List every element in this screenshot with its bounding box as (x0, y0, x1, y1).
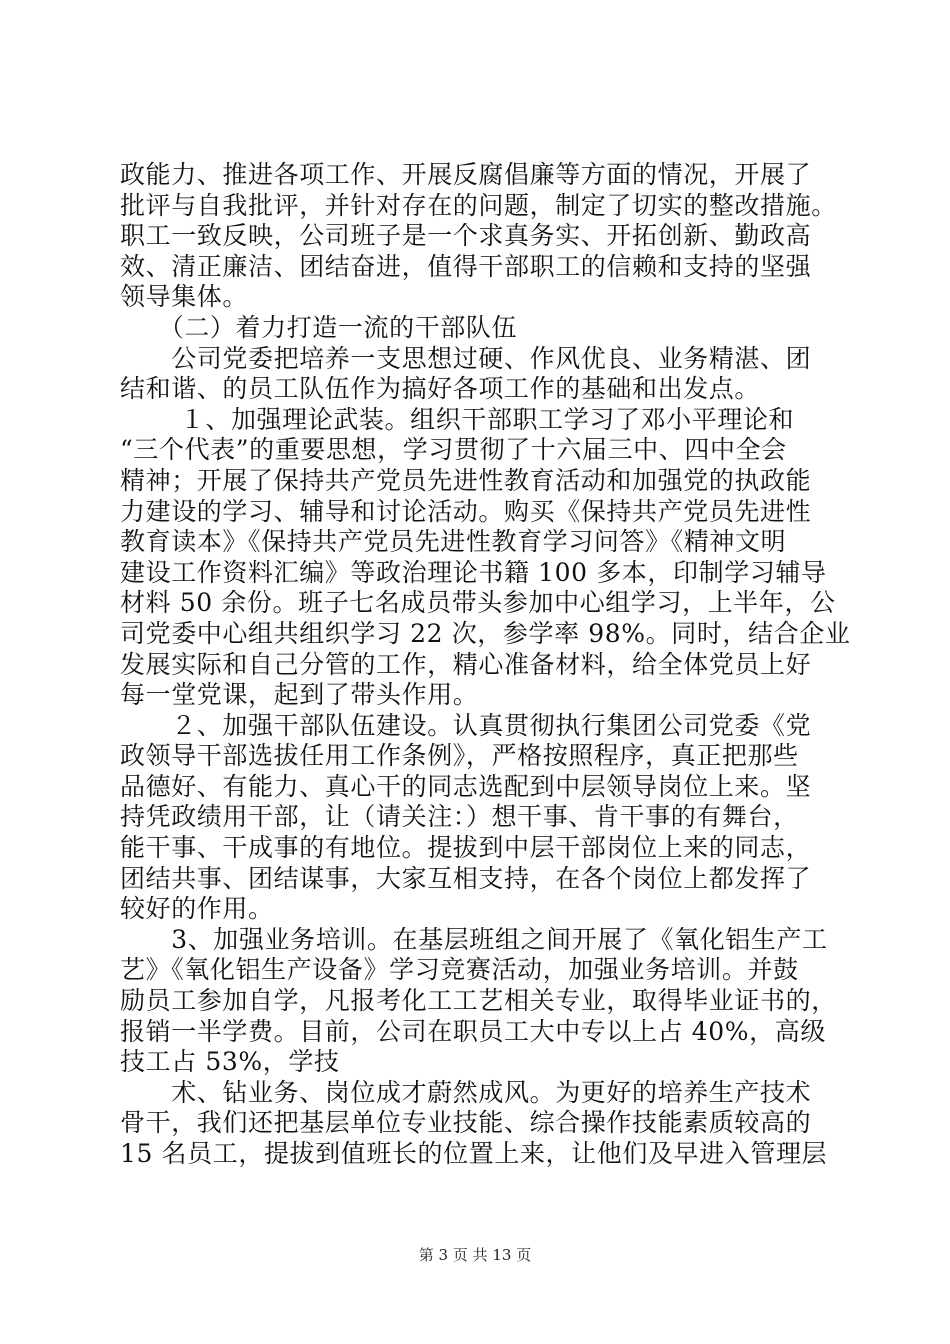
text-line: 建设工作资料汇编》等政治理论书籍 100 多本，印制学习辅导 (120, 557, 827, 587)
text-line: “三个代表”的重要思想，学习贯彻了十六届三中、四中全会 (120, 435, 787, 465)
text-line: 技工占 53%，学技 (120, 1047, 340, 1077)
text-line: 较好的作用。 (120, 894, 274, 924)
text-line: 报销一半学费。目前，公司在职员工大中专以上占 40%，高级 (120, 1016, 826, 1046)
text-line: 政能力、推进各项工作、开展反腐倡廉等方面的情况，开展了 (120, 160, 812, 189)
text-line: １、加强理论武装。组织干部职工学习了邓小平理论和 (120, 404, 795, 434)
text-line: 术、钻业务、岗位成才蔚然成风。为更好的培养生产技术 (120, 1077, 812, 1107)
text-line: 材料 50 余份。班子七名成员带头参加中心组学习，上半年，公 (120, 588, 836, 618)
text-line: 司党委中心组共组织学习 22 次，参学率 98%。同时，结合企业 (120, 618, 851, 648)
text-line: 公司党委把培养一支思想过硬、作风优良、业务精湛、团 (120, 343, 812, 373)
page-footer: 第 3 页 共 13 页 (418, 1246, 532, 1264)
body-text (120, 160, 851, 1170)
text-line: 结和谐、的员工队伍作为搞好各项工作的基础和出发点。 (120, 374, 761, 404)
text-line: 批评与自我批评，并针对存在的问题，制定了切实的整改措施。 (120, 190, 837, 220)
text-line: 每一堂党课，起到了带头作用。 (120, 680, 479, 710)
text-line: 职工一致反映，公司班子是一个求真务实、开拓创新、勤政高 (120, 221, 812, 251)
text-line: 持凭政绩用干部，让（请关注：）想干事、肯干事的有舞台， (120, 802, 799, 832)
text-line: （二）着力打造一流的干部队伍 (120, 312, 518, 342)
text-line: 能干事、干成事的有地位。提拔到中层干部岗位上来的同志， (120, 833, 812, 863)
text-line: 艺》《氧化铝生产设备》学习竞赛活动，加强业务培训。并鼓 (120, 955, 799, 985)
text-line: 团结共事、团结谋事，大家互相支持，在各个岗位上都发挥了 (120, 863, 812, 893)
text-line: 励员工参加自学，凡报考化工工艺相关专业，取得毕业证书的， (120, 986, 837, 1016)
text-line: ２、加强干部队伍建设。认真贯彻执行集团公司党委《党 (120, 710, 812, 740)
text-line: 发展实际和自己分管的工作，精心准备材料，给全体党员上好 (120, 649, 812, 679)
text-line: 领导集体。 (120, 282, 249, 312)
text-line: 教育读本》《保持共产党员先进性教育学习问答》《精神文明 (120, 527, 787, 557)
text-line: 15 名员工，提拔到值班长的位置上来，让他们及早进入管理层 (120, 1139, 828, 1168)
text-line: 精神；开展了保持共产党员先进性教育活动和加强党的执政能 (120, 465, 812, 495)
text-line: 骨干，我们还把基层单位专业技能、综合操作技能素质较高的 (120, 1108, 812, 1138)
text-line: 政领导干部选拔任用工作条例》，严格按照程序，真正把那些 (120, 741, 799, 771)
text-line: 力建设的学习、辅导和讨论活动。购买《保持共产党员先进性 (120, 496, 812, 526)
text-line: 效、清正廉洁、团结奋进，值得干部职工的信赖和支持的坚强 (120, 251, 812, 281)
text-line: 品德好、有能力、真心干的同志选配到中层领导岗位上来。坚 (120, 771, 812, 801)
text-line: 3、加强业务培训。在基层班组之间开展了《氧化铝生产工 (120, 924, 828, 954)
